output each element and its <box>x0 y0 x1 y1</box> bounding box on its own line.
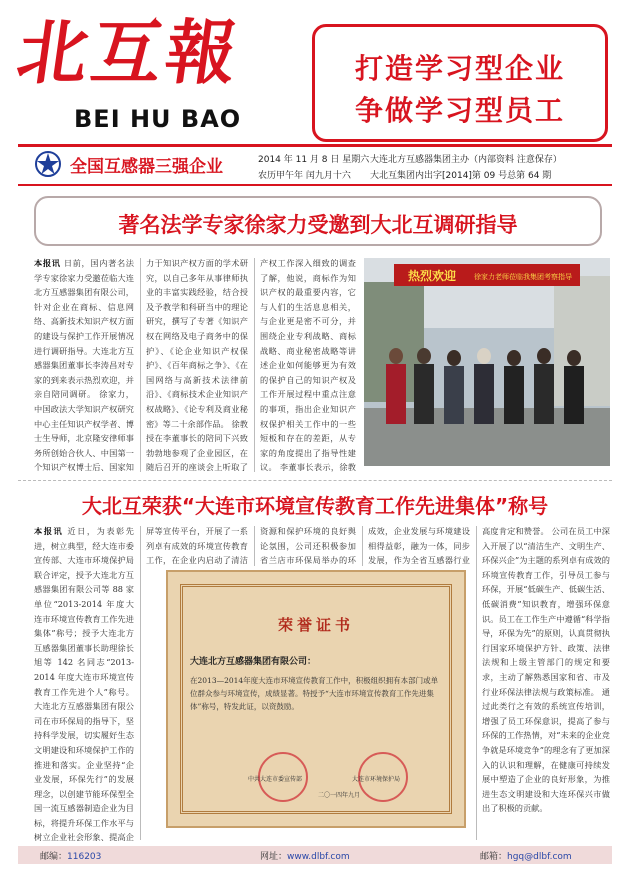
article-2-column-4 <box>368 524 470 568</box>
certificate-issuer-2: 大连市环境保护局 <box>352 776 401 783</box>
article-1-text-3: 产权工作深入细致的调查了解，他说，商标作为知识产权的最重要内容，它与人们的生活息息相关，与企业更是密不可分，并围绕企业专利战略、商标战略、商业秘密战略等讲述企业如何能够更为有效的保护自己的知识产权及工作开展过程中重点注意的事项，指出企业知识产权保护相关工作中的一些短板和存在的差距，从专家的角度提出了指导性建议。 李董事长表示，徐教 <box>260 258 356 473</box>
article-1-column-2 <box>146 256 248 476</box>
certificate-date: 二〇一四年九月 <box>318 792 361 799</box>
article-1-title: 著名法学专家徐家力受邀到大北互调研指导 <box>118 213 518 237</box>
postcode-label: 邮编： <box>40 852 68 862</box>
article-2-text-4: 成效，企业发展与环境建设相得益彰，融为一体，同步发展，作为全省互感器行业 <box>368 526 470 566</box>
photo-banner-subtext: 徐家力老师莅临我集团考察指导 <box>474 273 572 281</box>
certificate-recipient: 大连北方互感器集团有限公司： <box>190 657 317 667</box>
photo-banner-text: 热烈欢迎 <box>408 269 457 283</box>
slogan-line-1: 打造学习型企业 <box>354 52 565 85</box>
lunar-date: 农历甲午年 闰九月十六 <box>258 171 351 181</box>
company-star-icon <box>34 150 62 178</box>
masthead-rule <box>18 144 612 147</box>
headline-box-1 <box>34 196 602 246</box>
issue-number: 大北互集团内出字[2014]第 09 号总第 64 期 <box>370 171 552 181</box>
column-divider <box>140 258 141 472</box>
certificate-issuer-1: 中共大连市委宣传部 <box>248 776 303 783</box>
article-1-photo <box>364 258 610 466</box>
certificate-title: 荣誉证书 <box>277 616 354 634</box>
article-2-title: 大北互荣获“大连市环境宣传教育工作先进集体”称号 <box>81 494 549 518</box>
slogan-box <box>312 24 608 142</box>
article-1-text-2: 力于知识产权方面的学术研究，以自己多年从事律师执业的丰富实践经验，结合授及予教学和科研当中的理论研究，撰写了专著《知识产权在网络及电子商务中的保护》、《论企业知识产权保护》、《百年商标之争》、《在国网络与高新技术法律前沿》、《商标技术企业知识产权战略》、《论专利及商业秘密》等二十余部作品。 徐教授在李董事长的陪同下兴致勃勃地参观了企业园区，在随后召开的座谈会上听取了 <box>146 258 248 473</box>
article-2-column-1 <box>34 524 134 842</box>
article-1-lead: 本报讯 <box>34 258 61 268</box>
article-2-lead: 本报讯 <box>34 526 64 536</box>
honor-certificate <box>166 570 466 828</box>
article-2-text-1: 近日，为表彰先进，树立典型，经大连市委宣传部、大连市环境保护局联合评定，授予大连北方互感器集团有限公司等 88 家单位“2013-2014 年度大连市环境宣传教育工作先进集体”称号；授予大连北方互感器集团董事长助理徐长旭等 142 名同志“2013-2014 年度大连市环境宣传教育工作先进个人”称号。 大连北方互感器集团有限公司在市环保局的指导下，坚持科学发展，切实履好生态文明建设和环境保护工作的推进和落实。企业坚持“企业发展，环保先行”的发展理念，以创建节能环保型全国一流互感器制造企业为目标，将提升环保工作水平与树立企业社会形象、提高企 <box>34 526 134 842</box>
section-divider <box>18 480 612 481</box>
email-link[interactable]: hgq@dlbf.com <box>507 852 572 862</box>
column-divider <box>476 526 477 840</box>
issue-date: 2014 年 11 月 8 日 星期六 <box>258 155 370 165</box>
postcode-value: 116203 <box>67 852 102 862</box>
article-2-text-2: 屏等宣传平台，开展了一系列卓有成效的环境宣传教育工作，在企业内启动了清洁 <box>146 526 248 566</box>
article-2-column-5 <box>482 524 610 842</box>
article-1-text-1: 日前，国内著名法学专家徐家力受邀莅临大连北方互感器集团有限公司，针对企业在商标、信息网络、高新技术知识产权方面的建设与保护工作开展情况进行调研指导。大连北方互感器集团董事长李涛昌对专家的到来表示热烈欢迎，并亲自陪同调研。 徐家力，中国政法大学知识产权研究中心主任知识产权学者、博士生导师，北京隆安律师事务所创始合伙人、中国第一个知识产权博士后、国家知 <box>34 258 134 473</box>
article-2-text-5: 高度肯定和赞誉。 公司在员工中深入开展了以“清洁生产、文明生产、环保兴企”为主题的系列卓有成效的环境宣传教育工作，引导员工参与环保，开展“低碳生产、低碳生活、低碳消费”知识教育，增强环保意识。员工在工作生产中遵循“科学指导，环保为先”的原则，认真贯彻执行国家环境保护方针、政策、法律法规和上级主管部门的规定和要求，主动了解熟悉国家和省、市及行业环保法律法规与政策标准。 通过此类行之有效的系统宣传培训，增强了员工环保意识，提高了参与环保的工作热情，对“未来的企业竞争就是环境竞争”的理念有了更加深入的认识和理解，在健康可持续发展中塑造了企业的良好形象，为推进生态文明建设和大连环保兴市做出了积极的贡献。 <box>482 526 610 814</box>
company-tagline: 全国互感器三强企业 <box>70 157 223 177</box>
article-2-column-3 <box>260 524 356 568</box>
email-label: 邮箱： <box>480 852 508 862</box>
article-2-column-2 <box>146 524 248 568</box>
article-2-text-3: 资源和保护环境的良好舆论氛围，公司还积极参加省兰店市环保局举办的环 <box>260 526 356 566</box>
info-rule <box>18 184 612 186</box>
slogan-line-2: 争做学习型员工 <box>354 94 565 127</box>
masthead-logo: 北互報 <box>12 11 246 94</box>
sponsor-line: 大连北方互感器集团主办（内部资料 注意保存） <box>370 155 562 165</box>
article-1-column-1 <box>34 256 134 476</box>
column-divider <box>362 526 363 566</box>
article-1-column-3 <box>260 256 356 476</box>
website-label: 网址： <box>260 852 288 862</box>
masthead-logo-english: BEI HU BAO <box>74 105 242 133</box>
footer-postcode <box>40 849 101 862</box>
certificate-body: 在2013—2014年度大连市环境宣传教育工作中，积极组织拥有本部门或单位群众参与环境宣传，成绩显著。特授予“大连市环境宣传教育工作先进集体”称号，特发此证，以资鼓励。 <box>190 676 439 711</box>
column-divider <box>254 258 255 472</box>
footer-email <box>480 849 572 862</box>
column-divider <box>140 526 141 840</box>
column-divider <box>254 526 255 566</box>
website-link[interactable]: www.dlbf.com <box>287 852 350 862</box>
footer-website <box>260 849 350 862</box>
